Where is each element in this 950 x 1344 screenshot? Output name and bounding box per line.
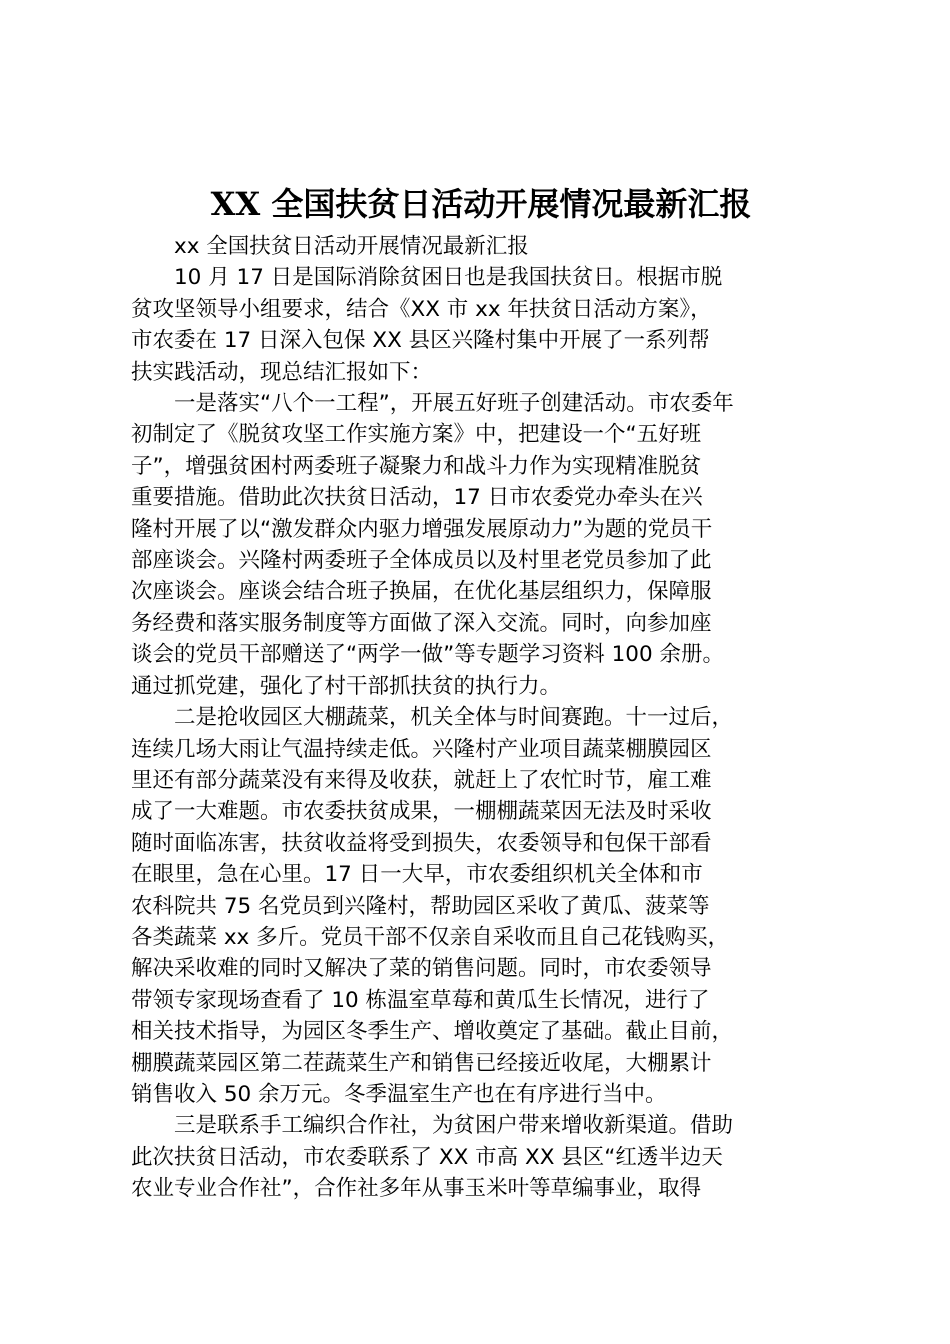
section-two-paragraph: 二是抢收园区大棚蔬菜，机关全体与时间赛跑。十一过后， 连续几场大雨让气温持续走低。兴隆村产业项目蔬菜棚膜园区 里还有部分蔬菜没有来得及收获，就赶上了农忙时节，雇工难 成了一大难题。市农委扶贫成果，一棚棚蔬菜因无法及时采收 随时面临冻害，扶贫收益将受到损失，农委领导和包保干部看 在眼里，急在心里。17 日一大早，市农委组织机关全体和市 农科院共 75 名党员到兴隆村，帮助园区采收了黄瓜、菠菜等 各类蔬菜 xx 多斤。党员干部不仅亲自采收而且自己花钱购买， 解决采收难的同时又解决了菜的销售问题。同时，市农委领导 带领专家现场查看了 10 栋温室草莓和黄瓜生长情况，进行了 相关技术指导，为园区冬季生产、增收奠定了基础。截止目前， 棚膜蔬菜园区第二茬蔬菜生产和销售已经接近收尾，大棚累计 销售收入 50 余万元。冬季温室生产也在有序进行当中。	[131, 705, 734, 1107]
subtitle-paragraph: xx 全国扶贫日活动开展情况最新汇报	[174, 234, 529, 259]
document-title: XX 全国扶贫日活动开展情况最新汇报	[210, 185, 752, 223]
document-body	[131, 231, 851, 1205]
intro-paragraph: 10 月 17 日是国际消除贫困日也是我国扶贫日。根据市脱 贫攻坚领导小组要求，结合《XX 市 xx 年扶贫日活动方案》， 市农委在 17 日深入包保 XX 县区兴隆村集中开展了一系列帮 扶实践活动，现总结汇报如下：	[131, 265, 723, 385]
section-one-paragraph: 一是落实“八个一工程”，开展五好班子创建活动。市农委年 初制定了《脱贫攻坚工作实施方案》中，把建设一个“五好班 子”，增强贫困村两委班子凝聚力和战斗力作为实现精准脱贫 重要措施。借助此次扶贫日活动，17 日市农委党办牵头在兴 隆村开展了以“激发群众内驱力增强发展原动力”为题的党员干 部座谈会。兴隆村两委班子全体成员以及村里老党员参加了此 次座谈会。座谈会结合班子换届，在优化基层组织力，保障服 务经费和落实服务制度等方面做了深入交流。同时，向参加座 谈会的党员干部赠送了“两学一做”等专题学习资料 100 余册。 通过抓党建，强化了村干部抓扶贫的执行力。	[131, 391, 734, 699]
section-three-paragraph: 三是联系手工编织合作社，为贫困户带来增收新渠道。借助 此次扶贫日活动，市农委联系了 XX 市高 XX 县区“红透半边天 农业专业合作社”，合作社多年从事玉米叶等草编事业，取得	[131, 1113, 734, 1202]
